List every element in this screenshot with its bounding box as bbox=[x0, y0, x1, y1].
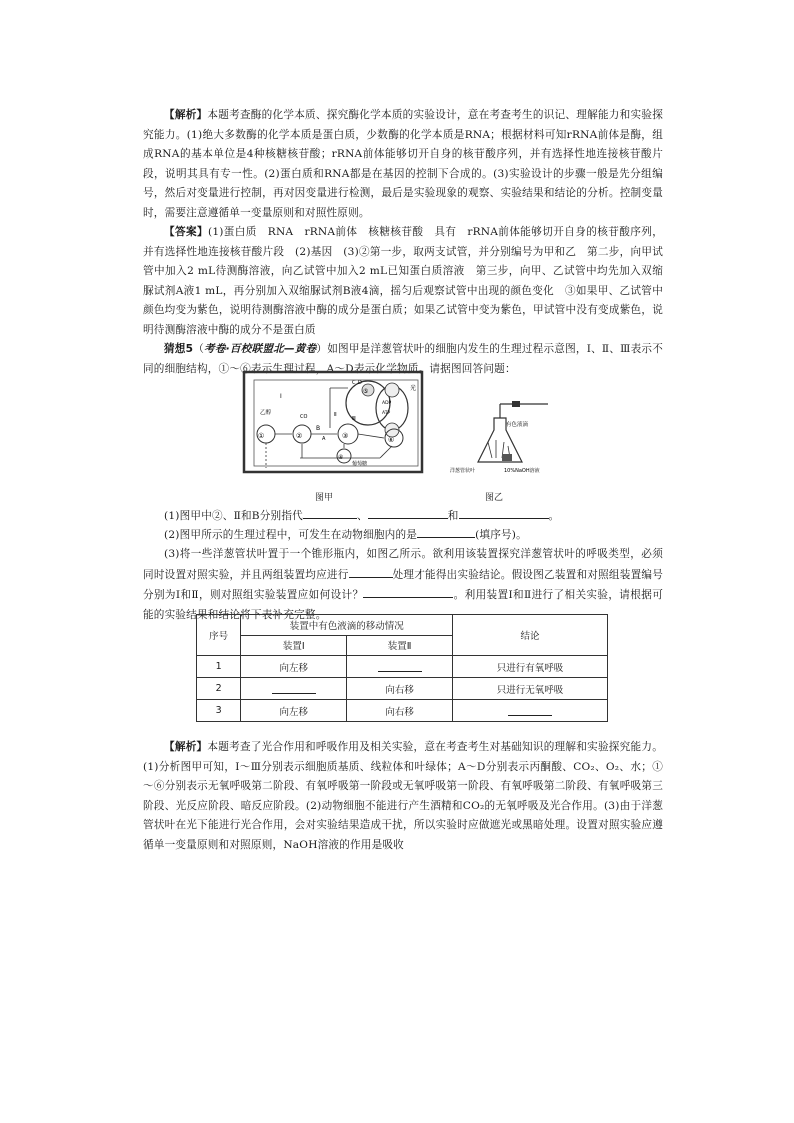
label-light: 光 bbox=[410, 385, 417, 392]
result-table bbox=[196, 614, 608, 722]
analysis-text: 本题考查酶的化学本质、探究酶化学本质的实验设计，意在考查考生的识记、理解能力和实验探究能力。(1)绝大多数酶的化学本质是蛋白质，少数酶的化学本质是RNA；根据材料可知rRNA前体是酶，组成RNA的基本单位是4种核糖核苷酸；rRNA前体能够切开自身的核苷酸序列，并有选择性地连接核苷酸片段，说明其具有专一性。(2)蛋白质和RNA都是在基因的控制下合成的。(3)实验设计的步骤一般是先分组编号，然后对变量进行控制，再对因变量进行检测，最后是实验现象的观察、实验结果和结论的分析。控制变量时，需要注意遵循单一变量原则和对照性原则。 bbox=[143, 109, 663, 219]
label-leaf: 洋葱管状叶 bbox=[450, 468, 476, 474]
analysis-paragraph-1 bbox=[143, 106, 663, 223]
blank-table-r3[interactable] bbox=[508, 703, 552, 716]
label-naoh: 10%NaOH溶液 bbox=[504, 468, 540, 474]
circle-2-label: ② bbox=[296, 432, 303, 440]
figure-b-apparatus bbox=[448, 396, 558, 476]
circle-1-label: ⑤ bbox=[363, 388, 369, 395]
blank-q3-a[interactable] bbox=[349, 565, 393, 578]
table-row: 1 向左移 只进行有氧呼吸 bbox=[197, 656, 608, 678]
blank-q1-a[interactable] bbox=[303, 506, 357, 519]
header-device-2: 装置Ⅱ bbox=[347, 635, 453, 656]
label-drop: 有色液滴 bbox=[506, 422, 529, 428]
header-conclusion: 结论 bbox=[453, 615, 608, 656]
label-putao: 葡萄糖 bbox=[352, 461, 368, 467]
circle-4-label: ④ bbox=[338, 454, 344, 461]
blank-q2[interactable] bbox=[417, 525, 475, 538]
circle-6-label: ⑥ bbox=[388, 436, 395, 444]
answer-text: (1)蛋白质 RNA rRNA前体 核糖核苷酸 具有 rRNA前体能够切开自身的核苷酸序列，并有选择性地连接核苷酸片段 (2)基因 (3)②第一步，取两支试管，并分别编号为甲和乙 第二步，向甲试管中加入2 mL待测酶溶液，向乙试管中加入2 mL已知蛋白质溶液 第三步，向甲、乙试管中均先加入双缩脲试剂A液1 mL，再分别加入双缩脲试剂B液4滴，摇匀后观察试管中出现的颜色变化 ③如果甲、乙试管中颜色均变为紫色，说明待测酶溶液中酶的成分是蛋白质；如果乙试管中变为紫色，甲试管中没有变成紫色，说明待测酶溶液中酶的成分不是蛋白质 bbox=[143, 226, 663, 336]
analysis-text: 本题考查了光合作用和呼吸作用及相关实验，意在考查考生对基础知识的理解和实验探究能力。(1)分析图甲可知，Ⅰ～Ⅲ分别表示细胞质基质、线粒体和叶绿体；A～D分别表示丙酮酸、CO₂、O₂、水；①～⑥分别表示无氧呼吸第二阶段、有氧呼吸第一阶段或无氧呼吸第一阶段、有氧呼吸第二阶段、有氧呼吸第三阶段、光反应阶段、暗反应阶段。(2)动物细胞不能进行产生酒精和CO₂的无氧呼吸及光合作用。(3)由于洋葱管状叶在光下能进行光合作用，会对实验结果造成干扰，所以实验时应做遮光或黑暗处理。设置对照实验应遵循单一变量原则和对照原则，NaOH溶液的作用是吸收 bbox=[143, 741, 663, 851]
label-atp: ATP bbox=[382, 411, 391, 416]
blank-table-r1[interactable] bbox=[378, 659, 422, 672]
blank-table-r2[interactable] bbox=[272, 681, 316, 694]
label-yichun: 乙醇 bbox=[260, 410, 272, 416]
blank-q1-b[interactable] bbox=[368, 506, 448, 519]
question-1: (1)图甲中②、Ⅱ和B分别指代 、 和 。 bbox=[143, 506, 663, 527]
label-co2: CO bbox=[300, 414, 308, 420]
question-source: 考卷·百校联盟北—黄卷 bbox=[204, 343, 317, 355]
analysis-paragraph-2 bbox=[143, 738, 663, 855]
question-text: 如图甲是洋葱管状叶的细胞内发生的生理过程示意图，Ⅰ、Ⅱ、Ⅲ表示不同的细胞结构，①～⑥表示生理过程，A～D表示化学物质。请据图回答问题： bbox=[143, 343, 663, 375]
circle-3-label: ③ bbox=[342, 432, 349, 440]
answer-tag: 【答案】 bbox=[164, 226, 208, 238]
roman-3: Ⅲ bbox=[352, 416, 356, 422]
figure-b-caption: 图乙 bbox=[485, 493, 504, 503]
table-row: 3 向左移 向右移 bbox=[197, 700, 608, 722]
question-2: (2)图甲所示的生理过程中，可发生在动物细胞内的是 (填序号)。 bbox=[143, 525, 663, 546]
roman-2: Ⅱ bbox=[334, 412, 337, 418]
label-adp: ADP bbox=[382, 401, 392, 406]
question-5-intro: 猜想5（考卷·百校联盟北—黄卷）如图甲是洋葱管状叶的细胞内发生的生理过程示意图，Ⅰ、Ⅱ、Ⅲ表示不同的细胞结构，①～⑥表示生理过程，A～D表示化学物质。请据图回答问题： bbox=[143, 343, 663, 375]
answer-paragraph bbox=[143, 223, 663, 340]
label-a: A bbox=[322, 436, 326, 442]
analysis-tag: 【解析】 bbox=[164, 109, 208, 121]
header-device-1: 装置Ⅰ bbox=[241, 635, 347, 656]
header-group: 装置中有色液滴的移动情况 bbox=[241, 615, 453, 636]
header-index: 序号 bbox=[197, 615, 241, 656]
question-label: 猜想5 bbox=[164, 343, 194, 355]
figure-a-diagram bbox=[240, 368, 426, 488]
analysis-tag: 【解析】 bbox=[164, 741, 208, 753]
roman-1: Ⅰ bbox=[280, 393, 282, 400]
blank-q1-c[interactable] bbox=[459, 506, 549, 519]
label-c: C bbox=[352, 380, 356, 386]
table-row: 2 向右移 只进行无氧呼吸 bbox=[197, 678, 608, 700]
figure-a-caption: 图甲 bbox=[315, 493, 334, 503]
label-d: D bbox=[358, 380, 362, 386]
blank-q3-b[interactable] bbox=[363, 585, 453, 598]
circle-5-label: ① bbox=[258, 432, 265, 440]
question-3: (3)将一些洋葱管状叶置于一个锥形瓶内，如图乙所示。欲利用该装置探究洋葱管状叶的呼吸类型，必须同时设置对照实验，并且两组装置均应进行 处理才能得出实验结论。假设图乙装置和对照组装置编号分别为Ⅰ和Ⅱ，则对照组实验装置应如何设计？ 。利用装置Ⅰ和Ⅱ进行了相关实验，请根据可能的实验结果和结论将下表补充完整。 bbox=[143, 548, 663, 621]
label-b: B bbox=[316, 425, 321, 432]
